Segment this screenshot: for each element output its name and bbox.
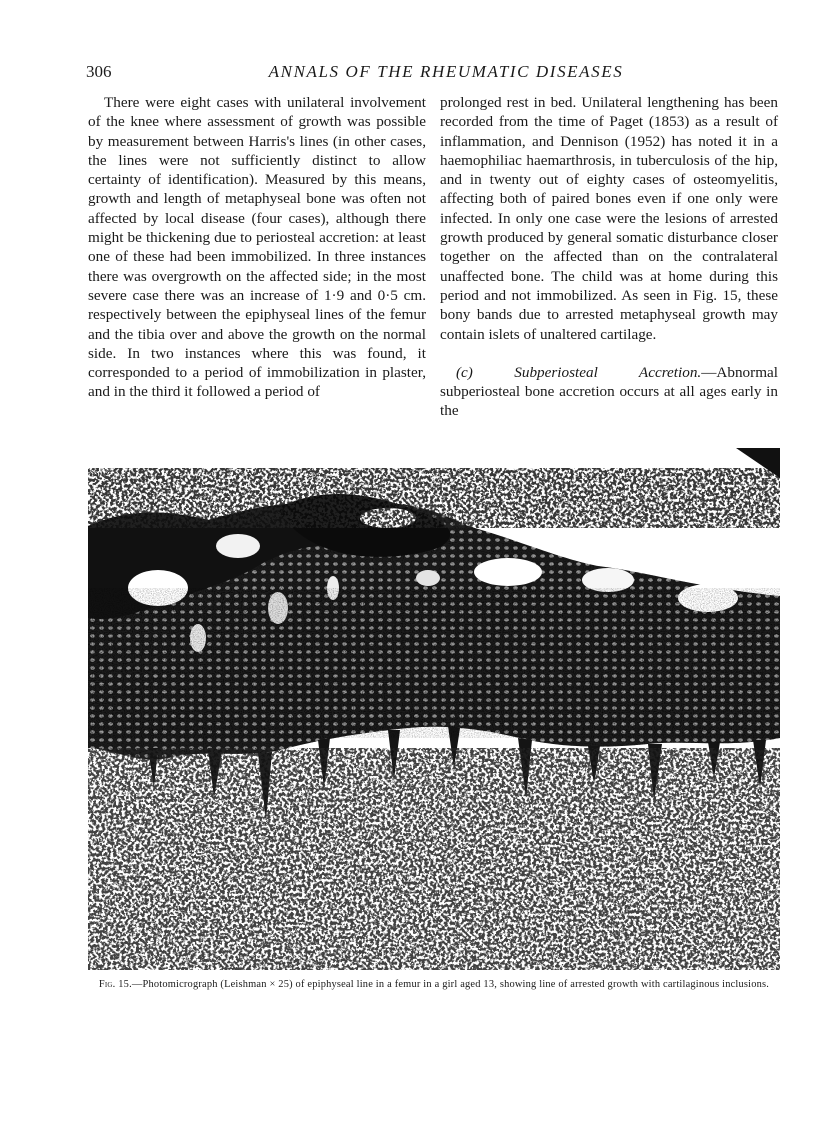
section-paragraph bbox=[440, 363, 778, 421]
body-paragraph-continued: prolonged rest in bed. Unilateral lengthening has been recorded from the time of Paget (1853) as a result of inflammation, and Dennison (1952) has noted it in a haemophiliac haemarthrosis, in tuberculosis of the hip, and in twenty out of eighty cases of osteomyelitis, affecting both of paired bones even if one only were infected. In only one case were the lesions of arrested growth produced by general somatic disturbance closer together on the affected than on the contralateral unaffected bone. The child was at home during this period and not immobilized. As seen in Fig. 15, these bony bands due to arrested metaphyseal growth may contain islets of unaltered cartilage. bbox=[440, 94, 778, 343]
right-column bbox=[440, 93, 778, 421]
caption-text: —Photomicrograph (Leishman × 25) of epiphyseal line in a femur in a girl aged 13, showing line of arrested growth with cartilaginous inclusions. bbox=[131, 979, 770, 990]
figure-caption bbox=[84, 978, 784, 992]
section-heading: (c) Subperiosteal Accretion. bbox=[456, 363, 702, 381]
page-number: 306 bbox=[86, 62, 112, 81]
cartilage-islet bbox=[216, 534, 260, 558]
page-header bbox=[86, 62, 776, 86]
body-paragraph: There were eight cases with unilateral involvement of the knee where assessment of growth was possible by measurement between Harris's lines (in other cases, the lines were not sufficiently distinct to allow certainty of identification). Measured by this means, growth and length of metaphyseal bone was often not affected by local disease (four cases), although there might be thickening due to periosteal accretion: at least one of these had been immobilized. In three instances there was overgrowth on the affected side; in the most severe case there was an increase of 1·9 and 0·5 cm. respectively between the epiphyseal lines of the femur and the tibia over and above the growth on the normal side. In two instances where this was found, it corresponded to a period of immobilization in plaster, and in the third it followed a period of bbox=[88, 94, 426, 401]
journal-title: ANNALS OF THE RHEUMATIC DISEASES bbox=[268, 62, 624, 81]
photomicrograph-figure bbox=[88, 448, 780, 970]
photomicrograph-image bbox=[88, 448, 780, 970]
left-column bbox=[88, 93, 426, 402]
cartilage-islet bbox=[474, 558, 542, 586]
section-text: —Abnormal subperiosteal bone accretion occurs at all ages early in the bbox=[440, 363, 778, 420]
caption-label: Fig. 15. bbox=[98, 979, 132, 990]
